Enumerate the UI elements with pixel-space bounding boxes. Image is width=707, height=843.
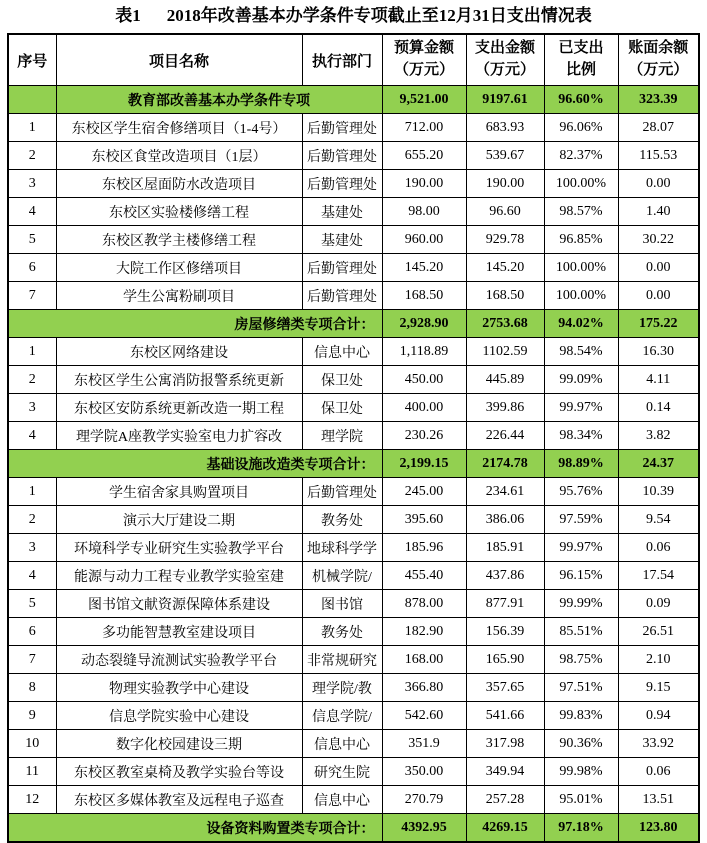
row-balance-cell: 16.30	[618, 338, 699, 366]
row-budget-cell: 542.60	[382, 702, 466, 730]
row-department-cell: 基建处	[302, 198, 382, 226]
row-seq-cell: 6	[8, 254, 56, 282]
row-budget-cell: 455.40	[382, 562, 466, 590]
row-seq-cell: 9	[8, 702, 56, 730]
row-project-name-cell: 东校区食堂改造项目（1层）	[56, 142, 302, 170]
row-ratio-cell: 97.59%	[544, 506, 618, 534]
row-department-cell: 理学院/教	[302, 674, 382, 702]
row-seq-cell: 1	[8, 338, 56, 366]
row-ratio-cell: 100.00%	[544, 170, 618, 198]
row-budget-cell: 960.00	[382, 226, 466, 254]
row-seq-cell: 2	[8, 142, 56, 170]
row-project-name-cell: 东校区屋面防水改造项目	[56, 170, 302, 198]
row-seq-cell: 4	[8, 562, 56, 590]
row-balance-cell: 2.10	[618, 646, 699, 674]
row-ratio-cell: 98.75%	[544, 646, 618, 674]
grand-seq-cell	[8, 86, 56, 114]
table-row	[8, 226, 699, 254]
row-budget-cell: 450.00	[382, 366, 466, 394]
header-row	[8, 34, 699, 86]
row-department-cell: 后勤管理处	[302, 478, 382, 506]
row-balance-cell: 0.00	[618, 282, 699, 310]
row-spent-cell: 399.86	[466, 394, 544, 422]
subtotal-label-cell: 基础设施改造类专项合计：	[8, 450, 382, 478]
row-ratio-cell: 98.57%	[544, 198, 618, 226]
subtotal-budget-cell: 2,199.15	[382, 450, 466, 478]
row-budget-cell: 350.00	[382, 758, 466, 786]
grand-balance-cell: 323.39	[618, 86, 699, 114]
row-project-name-cell: 学生公寓粉刷项目	[56, 282, 302, 310]
col-header-spent: 支出金额 （万元）	[466, 34, 544, 86]
subtotal-budget-cell: 2,928.90	[382, 310, 466, 338]
row-department-cell: 图书馆	[302, 590, 382, 618]
row-ratio-cell: 100.00%	[544, 282, 618, 310]
row-spent-cell: 145.20	[466, 254, 544, 282]
row-seq-cell: 3	[8, 170, 56, 198]
row-department-cell: 理学院	[302, 422, 382, 450]
row-department-cell: 保卫处	[302, 394, 382, 422]
row-seq-cell: 1	[8, 478, 56, 506]
row-spent-cell: 386.06	[466, 506, 544, 534]
row-spent-cell: 234.61	[466, 478, 544, 506]
row-spent-cell: 539.67	[466, 142, 544, 170]
row-project-name-cell: 理学院A座教学实验室电力扩容改	[56, 422, 302, 450]
row-ratio-cell: 85.51%	[544, 618, 618, 646]
row-budget-cell: 395.60	[382, 506, 466, 534]
row-project-name-cell: 数字化校园建设三期	[56, 730, 302, 758]
row-seq-cell: 7	[8, 646, 56, 674]
row-balance-cell: 0.00	[618, 170, 699, 198]
row-balance-cell: 0.14	[618, 394, 699, 422]
row-spent-cell: 349.94	[466, 758, 544, 786]
subtotal-balance-cell: 24.37	[618, 450, 699, 478]
section-subtotal-row	[8, 814, 699, 843]
row-department-cell: 教务处	[302, 506, 382, 534]
row-project-name-cell: 东校区多媒体教室及远程电子巡查	[56, 786, 302, 814]
row-project-name-cell: 东校区教室桌椅及教学实验台等设	[56, 758, 302, 786]
row-budget-cell: 190.00	[382, 170, 466, 198]
row-project-name-cell: 东校区学生宿舍修缮项目（1-4号）	[56, 114, 302, 142]
subtotal-label-cell: 房屋修缮类专项合计：	[8, 310, 382, 338]
row-ratio-cell: 96.85%	[544, 226, 618, 254]
subtotal-label-cell: 设备资料购置类专项合计：	[8, 814, 382, 843]
row-balance-cell: 0.06	[618, 534, 699, 562]
row-project-name-cell: 东校区实验楼修缮工程	[56, 198, 302, 226]
row-department-cell: 信息中心	[302, 730, 382, 758]
row-seq-cell: 3	[8, 394, 56, 422]
row-budget-cell: 655.20	[382, 142, 466, 170]
row-spent-cell: 357.65	[466, 674, 544, 702]
row-spent-cell: 165.90	[466, 646, 544, 674]
row-balance-cell: 9.54	[618, 506, 699, 534]
row-balance-cell: 30.22	[618, 226, 699, 254]
row-balance-cell: 1.40	[618, 198, 699, 226]
subtotal-balance-cell: 175.22	[618, 310, 699, 338]
row-budget-cell: 712.00	[382, 114, 466, 142]
row-budget-cell: 270.79	[382, 786, 466, 814]
row-seq-cell: 8	[8, 674, 56, 702]
row-spent-cell: 1102.59	[466, 338, 544, 366]
row-ratio-cell: 90.36%	[544, 730, 618, 758]
row-department-cell: 机械学院/	[302, 562, 382, 590]
row-seq-cell: 5	[8, 590, 56, 618]
row-seq-cell: 12	[8, 786, 56, 814]
table-row	[8, 254, 699, 282]
row-department-cell: 信息中心	[302, 338, 382, 366]
row-department-cell: 后勤管理处	[302, 282, 382, 310]
row-department-cell: 教务处	[302, 618, 382, 646]
row-department-cell: 保卫处	[302, 366, 382, 394]
row-seq-cell: 4	[8, 422, 56, 450]
row-spent-cell: 257.28	[466, 786, 544, 814]
row-balance-cell: 3.82	[618, 422, 699, 450]
row-budget-cell: 145.20	[382, 254, 466, 282]
row-seq-cell: 1	[8, 114, 56, 142]
row-project-name-cell: 能源与动力工程专业教学实验室建	[56, 562, 302, 590]
row-budget-cell: 400.00	[382, 394, 466, 422]
row-ratio-cell: 82.37%	[544, 142, 618, 170]
row-project-name-cell: 东校区安防系统更新改造一期工程	[56, 394, 302, 422]
table-row	[8, 758, 699, 786]
row-spent-cell: 185.91	[466, 534, 544, 562]
row-ratio-cell: 98.54%	[544, 338, 618, 366]
table-row	[8, 114, 699, 142]
row-project-name-cell: 东校区教学主楼修缮工程	[56, 226, 302, 254]
row-spent-cell: 541.66	[466, 702, 544, 730]
grand-budget-cell: 9,521.00	[382, 86, 466, 114]
row-department-cell: 研究生院	[302, 758, 382, 786]
section-subtotal-row	[8, 310, 699, 338]
table-row	[8, 786, 699, 814]
row-balance-cell: 0.06	[618, 758, 699, 786]
row-department-cell: 后勤管理处	[302, 170, 382, 198]
row-balance-cell: 26.51	[618, 618, 699, 646]
subtotal-ratio-cell: 94.02%	[544, 310, 618, 338]
row-ratio-cell: 95.76%	[544, 478, 618, 506]
row-department-cell: 后勤管理处	[302, 142, 382, 170]
subtotal-ratio-cell: 97.18%	[544, 814, 618, 843]
row-spent-cell: 168.50	[466, 282, 544, 310]
row-ratio-cell: 97.51%	[544, 674, 618, 702]
row-ratio-cell: 99.99%	[544, 590, 618, 618]
row-seq-cell: 2	[8, 506, 56, 534]
row-ratio-cell: 99.97%	[544, 534, 618, 562]
row-ratio-cell: 99.97%	[544, 394, 618, 422]
expenditure-table	[7, 33, 700, 843]
row-ratio-cell: 99.83%	[544, 702, 618, 730]
table-row	[8, 422, 699, 450]
row-balance-cell: 115.53	[618, 142, 699, 170]
row-spent-cell: 683.93	[466, 114, 544, 142]
row-balance-cell: 0.94	[618, 702, 699, 730]
grand-spent-cell: 9197.61	[466, 86, 544, 114]
row-project-name-cell: 物理实验教学中心建设	[56, 674, 302, 702]
row-seq-cell: 5	[8, 226, 56, 254]
table-row	[8, 534, 699, 562]
table-row	[8, 590, 699, 618]
row-balance-cell: 13.51	[618, 786, 699, 814]
row-ratio-cell: 100.00%	[544, 254, 618, 282]
subtotal-spent-cell: 4269.15	[466, 814, 544, 843]
col-header-department: 执行部门	[302, 34, 382, 86]
row-seq-cell: 11	[8, 758, 56, 786]
table-row	[8, 506, 699, 534]
row-balance-cell: 10.39	[618, 478, 699, 506]
grand-name-cell: 教育部改善基本办学条件专项	[56, 86, 382, 114]
row-budget-cell: 168.50	[382, 282, 466, 310]
table-row	[8, 198, 699, 226]
row-project-name-cell: 动态裂缝导流测试实验教学平台	[56, 646, 302, 674]
row-department-cell: 地球科学学	[302, 534, 382, 562]
table-title-text: 2018年改善基本办学条件专项截止至12月31日支出情况表	[166, 6, 592, 25]
col-header-project-name: 项目名称	[56, 34, 302, 86]
col-header-budget: 预算金额 （万元）	[382, 34, 466, 86]
row-balance-cell: 4.11	[618, 366, 699, 394]
col-header-ratio: 已支出 比例	[544, 34, 618, 86]
row-department-cell: 信息学院/	[302, 702, 382, 730]
row-project-name-cell: 东校区网络建设	[56, 338, 302, 366]
table-row	[8, 674, 699, 702]
row-spent-cell: 190.00	[466, 170, 544, 198]
table-row	[8, 730, 699, 758]
section-subtotal-row	[8, 450, 699, 478]
row-budget-cell: 245.00	[382, 478, 466, 506]
row-ratio-cell: 99.09%	[544, 366, 618, 394]
table-title	[0, 4, 707, 28]
col-header-balance: 账面余额 （万元）	[618, 34, 699, 86]
row-seq-cell: 3	[8, 534, 56, 562]
row-project-name-cell: 大院工作区修缮项目	[56, 254, 302, 282]
row-project-name-cell: 环境科学专业研究生实验教学平台	[56, 534, 302, 562]
table-row	[8, 702, 699, 730]
row-spent-cell: 156.39	[466, 618, 544, 646]
table-row	[8, 394, 699, 422]
row-budget-cell: 366.80	[382, 674, 466, 702]
row-balance-cell: 0.09	[618, 590, 699, 618]
row-balance-cell: 28.07	[618, 114, 699, 142]
row-budget-cell: 182.90	[382, 618, 466, 646]
row-budget-cell: 185.96	[382, 534, 466, 562]
row-spent-cell: 437.86	[466, 562, 544, 590]
row-project-name-cell: 学生宿舍家具购置项目	[56, 478, 302, 506]
row-project-name-cell: 多功能智慧教室建设项目	[56, 618, 302, 646]
row-budget-cell: 168.00	[382, 646, 466, 674]
table-row	[8, 478, 699, 506]
table-row	[8, 618, 699, 646]
row-department-cell: 基建处	[302, 226, 382, 254]
row-ratio-cell: 96.06%	[544, 114, 618, 142]
table-row	[8, 282, 699, 310]
row-seq-cell: 6	[8, 618, 56, 646]
table-row	[8, 170, 699, 198]
row-spent-cell: 929.78	[466, 226, 544, 254]
row-ratio-cell: 99.98%	[544, 758, 618, 786]
row-balance-cell: 0.00	[618, 254, 699, 282]
row-ratio-cell: 95.01%	[544, 786, 618, 814]
row-seq-cell: 7	[8, 282, 56, 310]
row-budget-cell: 98.00	[382, 198, 466, 226]
subtotal-spent-cell: 2174.78	[466, 450, 544, 478]
subtotal-balance-cell: 123.80	[618, 814, 699, 843]
row-project-name-cell: 演示大厅建设二期	[56, 506, 302, 534]
row-department-cell: 后勤管理处	[302, 254, 382, 282]
row-budget-cell: 351.9	[382, 730, 466, 758]
table-row	[8, 338, 699, 366]
table-row	[8, 646, 699, 674]
row-department-cell: 信息中心	[302, 786, 382, 814]
row-seq-cell: 10	[8, 730, 56, 758]
row-spent-cell: 877.91	[466, 590, 544, 618]
grand-ratio-cell: 96.60%	[544, 86, 618, 114]
subtotal-budget-cell: 4392.95	[382, 814, 466, 843]
row-budget-cell: 1,118.89	[382, 338, 466, 366]
table-number: 表1	[115, 6, 141, 25]
row-department-cell: 后勤管理处	[302, 114, 382, 142]
subtotal-spent-cell: 2753.68	[466, 310, 544, 338]
row-budget-cell: 878.00	[382, 590, 466, 618]
row-ratio-cell: 98.34%	[544, 422, 618, 450]
table-row	[8, 142, 699, 170]
table-row	[8, 562, 699, 590]
row-ratio-cell: 96.15%	[544, 562, 618, 590]
row-seq-cell: 4	[8, 198, 56, 226]
grand-total-row	[8, 86, 699, 114]
row-project-name-cell: 图书馆文献资源保障体系建设	[56, 590, 302, 618]
row-spent-cell: 96.60	[466, 198, 544, 226]
row-balance-cell: 33.92	[618, 730, 699, 758]
subtotal-ratio-cell: 98.89%	[544, 450, 618, 478]
row-spent-cell: 445.89	[466, 366, 544, 394]
col-header-seq: 序号	[8, 34, 56, 86]
row-budget-cell: 230.26	[382, 422, 466, 450]
row-balance-cell: 9.15	[618, 674, 699, 702]
row-project-name-cell: 东校区学生公寓消防报警系统更新	[56, 366, 302, 394]
row-seq-cell: 2	[8, 366, 56, 394]
row-balance-cell: 17.54	[618, 562, 699, 590]
row-spent-cell: 226.44	[466, 422, 544, 450]
row-spent-cell: 317.98	[466, 730, 544, 758]
table-row	[8, 366, 699, 394]
row-project-name-cell: 信息学院实验中心建设	[56, 702, 302, 730]
row-department-cell: 非常规研究	[302, 646, 382, 674]
